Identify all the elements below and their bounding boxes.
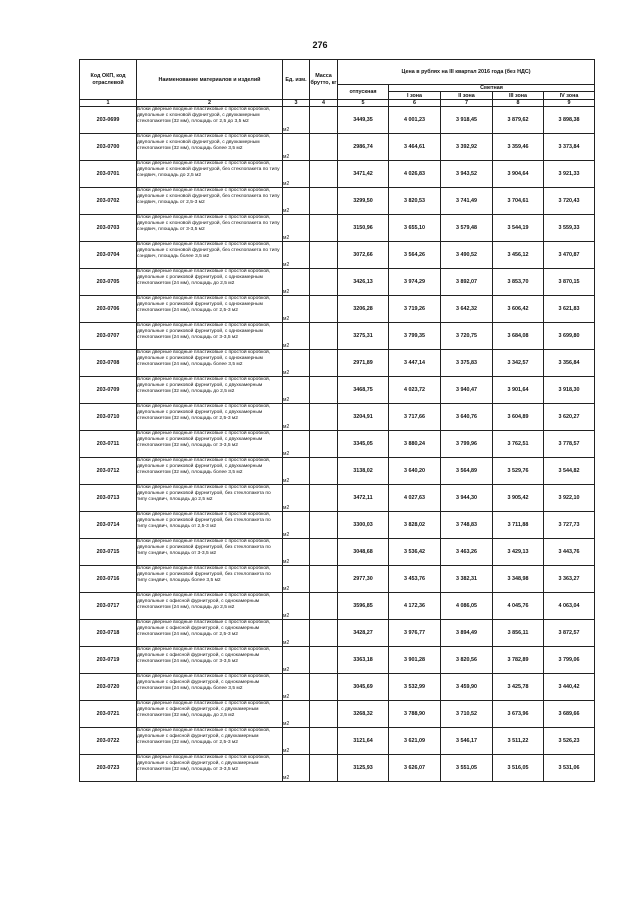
zone-3-price: 3 544,19 <box>493 215 544 242</box>
item-mass <box>310 377 338 404</box>
item-unit: м2 <box>283 377 310 404</box>
zone-2-price: 3 642,32 <box>441 296 493 323</box>
table-row <box>80 350 595 377</box>
zone-4-price: 3 440,42 <box>544 674 595 701</box>
zone-4-price: 3 918,30 <box>544 377 595 404</box>
item-code: 203-0705 <box>80 269 137 296</box>
zone-4-price: 3 872,57 <box>544 620 595 647</box>
item-mass <box>310 404 338 431</box>
table-row <box>80 539 595 566</box>
item-unit: м2 <box>283 566 310 593</box>
zone-1-price: 3 464,61 <box>389 134 441 161</box>
item-mass <box>310 458 338 485</box>
release-price: 3472,11 <box>338 485 389 512</box>
item-mass <box>310 188 338 215</box>
item-mass <box>310 161 338 188</box>
item-code: 203-0704 <box>80 242 137 269</box>
header-price-title: Цена в рублях на III квартал 2016 года (без НДС) <box>338 60 595 85</box>
zone-4-price: 3 620,27 <box>544 404 595 431</box>
item-name: Блоки дверные входные пластиковые с простой коробкой, двупольные с офисной фурнитурой, с однокамерным стеклопакетом (24 мм), площадь до 2,5 м2 <box>137 593 283 620</box>
zone-1-price: 3 788,90 <box>389 701 441 728</box>
table-row <box>80 404 595 431</box>
item-mass <box>310 539 338 566</box>
header-zone-2: II зона <box>441 92 493 100</box>
zone-3-price: 3 348,98 <box>493 566 544 593</box>
item-name: Блоки дверные входные пластиковые с простой коробкой, двупольные с офисной фурнитурой, с двухкамерным стеклопакетом (32 мм), площадь от 3-3,5 м2 <box>137 755 283 782</box>
zone-1-price: 3 820,53 <box>389 188 441 215</box>
column-number: 7 <box>441 100 493 107</box>
zone-2-price: 3 943,52 <box>441 161 493 188</box>
item-name: Блоки дверные входные пластиковые с простой коробкой, двупольные с клоновой фурнитурой, без стеклопакета по типу сэндвич, площадь более 3,5 м2 <box>137 242 283 269</box>
zone-2-price: 3 564,89 <box>441 458 493 485</box>
zone-1-price: 3 640,20 <box>389 458 441 485</box>
item-name: Блоки дверные входные пластиковые с простой коробкой, двупольные с офисной фурнитурой, с однокамерным стеклопакетом (24 мм), площадь от 3-3,5 м2 <box>137 647 283 674</box>
zone-1-price: 3 536,42 <box>389 539 441 566</box>
item-code: 203-0719 <box>80 647 137 674</box>
zone-4-price: 3 922,10 <box>544 485 595 512</box>
item-mass <box>310 485 338 512</box>
item-unit: м2 <box>283 215 310 242</box>
table-row <box>80 242 595 269</box>
zone-3-price: 3 853,70 <box>493 269 544 296</box>
zone-2-price: 3 490,52 <box>441 242 493 269</box>
zone-3-price: 3 511,22 <box>493 728 544 755</box>
header-name: Наименование материалов и изделий <box>137 60 283 100</box>
item-unit: м2 <box>283 485 310 512</box>
item-name: Блоки дверные входные пластиковые с простой коробкой, двупольные с роликовой фурнитурой, без стеклопакета по типу сэндвич, площадь до 2,5 м2 <box>137 485 283 512</box>
item-mass <box>310 593 338 620</box>
zone-3-price: 3 905,42 <box>493 485 544 512</box>
item-code: 203-0716 <box>80 566 137 593</box>
zone-2-price: 3 748,83 <box>441 512 493 539</box>
zone-1-price: 4 001,23 <box>389 107 441 134</box>
item-unit: м2 <box>283 296 310 323</box>
zone-1-price: 3 974,29 <box>389 269 441 296</box>
release-price: 3275,31 <box>338 323 389 350</box>
release-price: 3048,68 <box>338 539 389 566</box>
item-name: Блоки дверные входные пластиковые с простой коробкой, двупольные с роликовой фурнитурой, с однокамерным стеклопакетом (24 мм), площадь от 2,5-3 м2 <box>137 296 283 323</box>
zone-3-price: 3 606,42 <box>493 296 544 323</box>
table-row <box>80 134 595 161</box>
release-price: 3150,96 <box>338 215 389 242</box>
item-name: Блоки дверные входные пластиковые с простой коробкой, двупольные с роликовой фурнитурой, с двухкамерным стеклопакетом (32 мм), площадь от 2,5-3 м2 <box>137 404 283 431</box>
item-name: Блоки дверные входные пластиковые с простой коробкой, двупольные с офисной фурнитурой, с однокамерным стеклопакетом (24 мм), площадь более 3,5 м2 <box>137 674 283 701</box>
zone-3-price: 3 684,08 <box>493 323 544 350</box>
header-zone-3: III зона <box>493 92 544 100</box>
item-unit: м2 <box>283 269 310 296</box>
item-mass <box>310 134 338 161</box>
zone-2-price: 3 392,92 <box>441 134 493 161</box>
item-name: Блоки дверные входные пластиковые с простой коробкой, двупольные с роликовой фурнитурой, с однокамерным стеклопакетом (24 мм), площадь от 3-3,5 м2 <box>137 323 283 350</box>
item-unit: м2 <box>283 701 310 728</box>
item-code: 203-0709 <box>80 377 137 404</box>
zone-1-price: 3 880,24 <box>389 431 441 458</box>
item-unit: м2 <box>283 728 310 755</box>
zone-3-price: 3 673,96 <box>493 701 544 728</box>
zone-1-price: 3 621,09 <box>389 728 441 755</box>
item-code: 203-0702 <box>80 188 137 215</box>
zone-2-price: 4 086,05 <box>441 593 493 620</box>
zone-2-price: 3 894,49 <box>441 620 493 647</box>
release-price: 2986,74 <box>338 134 389 161</box>
zone-4-price: 3 699,80 <box>544 323 595 350</box>
table-row <box>80 701 595 728</box>
zone-4-price: 3 356,84 <box>544 350 595 377</box>
zone-4-price: 3 470,87 <box>544 242 595 269</box>
item-mass <box>310 701 338 728</box>
column-number-row <box>80 100 595 107</box>
zone-1-price: 3 447,14 <box>389 350 441 377</box>
zone-4-price: 3 778,57 <box>544 431 595 458</box>
item-name: Блоки дверные входные пластиковые с простой коробкой, двупольные с клоновой фурнитурой, без стеклопакета по типу сэндвич, площадь от 3-3,5 м2 <box>137 215 283 242</box>
release-price: 3204,91 <box>338 404 389 431</box>
item-unit: м2 <box>283 404 310 431</box>
zone-2-price: 3 892,07 <box>441 269 493 296</box>
item-mass <box>310 620 338 647</box>
item-name: Блоки дверные входные пластиковые с простой коробкой, двупольные с роликовой фурнитурой, с двухкамерным стеклопакетом (32 мм), площадь более 3,5 м2 <box>137 458 283 485</box>
zone-4-price: 3 363,27 <box>544 566 595 593</box>
zone-2-price: 3 799,96 <box>441 431 493 458</box>
zone-3-price: 3 342,57 <box>493 350 544 377</box>
zone-2-price: 3 579,48 <box>441 215 493 242</box>
zone-4-price: 3 727,73 <box>544 512 595 539</box>
column-number: 8 <box>493 100 544 107</box>
table-row <box>80 323 595 350</box>
table-row <box>80 161 595 188</box>
table-row <box>80 107 595 134</box>
zone-3-price: 3 456,12 <box>493 242 544 269</box>
table-row <box>80 269 595 296</box>
item-code: 203-0707 <box>80 323 137 350</box>
item-unit: м2 <box>283 134 310 161</box>
item-mass <box>310 296 338 323</box>
item-mass <box>310 674 338 701</box>
table-row <box>80 620 595 647</box>
item-name: Блоки дверные входные пластиковые с простой коробкой, двупольные с клоновой фурнитурой, с двухкамерным стеклопакетом (32 мм), площадь от 2,5 до 3,5 м2 <box>137 107 283 134</box>
item-name: Блоки дверные входные пластиковые с простой коробкой, двупольные с роликовой фурнитурой, без стеклопакета по типу сэндвич, площадь от 3-3,5 м2 <box>137 539 283 566</box>
zone-3-price: 3 711,88 <box>493 512 544 539</box>
header-zone-1: I зона <box>389 92 441 100</box>
table-row <box>80 593 595 620</box>
release-price: 3121,64 <box>338 728 389 755</box>
zone-1-price: 3 719,26 <box>389 296 441 323</box>
zone-3-price: 3 529,76 <box>493 458 544 485</box>
zone-2-price: 3 741,49 <box>441 188 493 215</box>
item-mass <box>310 512 338 539</box>
zone-4-price: 3 898,38 <box>544 107 595 134</box>
item-name: Блоки дверные входные пластиковые с простой коробкой, двупольные с роликовой фурнитурой, с однокамерным стеклопакетом (24 мм), площадь более 3,5 м2 <box>137 350 283 377</box>
item-code: 203-0717 <box>80 593 137 620</box>
table-body <box>80 107 595 782</box>
table-row <box>80 674 595 701</box>
zone-4-price: 3 720,43 <box>544 188 595 215</box>
item-unit: м2 <box>283 539 310 566</box>
zone-3-price: 4 045,76 <box>493 593 544 620</box>
item-name: Блоки дверные входные пластиковые с простой коробкой, двупольные с офисной фурнитурой, с двухкамерным стеклопакетом (32 мм), площадь до 2,5 м2 <box>137 701 283 728</box>
release-price: 3268,32 <box>338 701 389 728</box>
release-price: 3426,13 <box>338 269 389 296</box>
item-unit: м2 <box>283 431 310 458</box>
item-unit: м2 <box>283 755 310 782</box>
item-unit: м2 <box>283 242 310 269</box>
item-code: 203-0715 <box>80 539 137 566</box>
zone-1-price: 3 828,02 <box>389 512 441 539</box>
zone-2-price: 3 940,47 <box>441 377 493 404</box>
item-code: 203-0706 <box>80 296 137 323</box>
header-mass: Масса брутто, кг <box>310 60 338 100</box>
zone-1-price: 4 023,72 <box>389 377 441 404</box>
zone-4-price: 3 689,66 <box>544 701 595 728</box>
item-code: 203-0703 <box>80 215 137 242</box>
zone-1-price: 3 655,10 <box>389 215 441 242</box>
release-price: 3596,85 <box>338 593 389 620</box>
item-code: 203-0708 <box>80 350 137 377</box>
item-code: 203-0699 <box>80 107 137 134</box>
zone-1-price: 3 976,77 <box>389 620 441 647</box>
table-row <box>80 377 595 404</box>
column-number: 3 <box>283 100 310 107</box>
item-code: 203-0720 <box>80 674 137 701</box>
item-code: 203-0701 <box>80 161 137 188</box>
zone-1-price: 3 564,26 <box>389 242 441 269</box>
zone-1-price: 4 027,63 <box>389 485 441 512</box>
table-row <box>80 728 595 755</box>
release-price: 3300,03 <box>338 512 389 539</box>
item-mass <box>310 242 338 269</box>
release-price: 3045,69 <box>338 674 389 701</box>
zone-2-price: 3 710,52 <box>441 701 493 728</box>
zone-1-price: 3 717,66 <box>389 404 441 431</box>
item-mass <box>310 107 338 134</box>
item-mass <box>310 728 338 755</box>
item-code: 203-0714 <box>80 512 137 539</box>
item-code: 203-0700 <box>80 134 137 161</box>
zone-3-price: 3 901,64 <box>493 377 544 404</box>
column-number: 6 <box>389 100 441 107</box>
item-name: Блоки дверные входные пластиковые с простой коробкой, двупольные с клоновой фурнитурой, с двухкамерным стеклопакетом (32 мм), площадь более 3,5 м2 <box>137 134 283 161</box>
zone-3-price: 3 782,89 <box>493 647 544 674</box>
release-price: 2977,30 <box>338 566 389 593</box>
page-number: 276 <box>312 40 328 50</box>
item-unit: м2 <box>283 107 310 134</box>
item-unit: м2 <box>283 620 310 647</box>
release-price: 3345,05 <box>338 431 389 458</box>
header-estimate-price: Сметная <box>389 85 595 92</box>
item-name: Блоки дверные входные пластиковые с простой коробкой, двупольные с роликовой фурнитурой, с однокамерным стеклопакетом (24 мм), площадь до 2,5 м2 <box>137 269 283 296</box>
item-unit: м2 <box>283 350 310 377</box>
zone-3-price: 3 904,64 <box>493 161 544 188</box>
table-row <box>80 431 595 458</box>
item-name: Блоки дверные входные пластиковые с простой коробкой, двупольные с клоновой фурнитурой, без стеклопакета по типу сэндвич, площадь до 2,5 м2 <box>137 161 283 188</box>
table-row <box>80 647 595 674</box>
column-number: 2 <box>137 100 283 107</box>
column-number: 9 <box>544 100 595 107</box>
zone-1-price: 3 453,76 <box>389 566 441 593</box>
header-release-price: отпускная <box>338 85 389 100</box>
zone-3-price: 3 359,46 <box>493 134 544 161</box>
price-table <box>79 59 595 782</box>
release-price: 3449,35 <box>338 107 389 134</box>
item-code: 203-0721 <box>80 701 137 728</box>
item-name: Блоки дверные входные пластиковые с простой коробкой, двупольные с офисной фурнитурой, с однокамерным стеклопакетом (24 мм), площадь от 2,5-3 м2 <box>137 620 283 647</box>
zone-4-price: 3 870,15 <box>544 269 595 296</box>
zone-2-price: 3 459,90 <box>441 674 493 701</box>
zone-4-price: 3 526,23 <box>544 728 595 755</box>
zone-1-price: 3 532,99 <box>389 674 441 701</box>
item-name: Блоки дверные входные пластиковые с простой коробкой, двупольные с роликовой фурнитурой, с двухкамерным стеклопакетом (32 мм), площадь от 3-3,5 м2 <box>137 431 283 458</box>
table-row <box>80 458 595 485</box>
zone-2-price: 3 918,45 <box>441 107 493 134</box>
zone-2-price: 3 551,05 <box>441 755 493 782</box>
zone-2-price: 3 546,17 <box>441 728 493 755</box>
item-unit: м2 <box>283 458 310 485</box>
zone-1-price: 3 901,28 <box>389 647 441 674</box>
item-mass <box>310 566 338 593</box>
zone-2-price: 3 820,56 <box>441 647 493 674</box>
zone-2-price: 3 375,83 <box>441 350 493 377</box>
item-mass <box>310 269 338 296</box>
release-price: 3468,75 <box>338 377 389 404</box>
release-price: 3299,50 <box>338 188 389 215</box>
release-price: 3206,28 <box>338 296 389 323</box>
item-code: 203-0711 <box>80 431 137 458</box>
item-code: 203-0722 <box>80 728 137 755</box>
item-unit: м2 <box>283 647 310 674</box>
item-unit: м2 <box>283 188 310 215</box>
item-unit: м2 <box>283 323 310 350</box>
zone-2-price: 3 720,75 <box>441 323 493 350</box>
zone-3-price: 3 516,05 <box>493 755 544 782</box>
zone-3-price: 3 879,62 <box>493 107 544 134</box>
zone-3-price: 3 704,61 <box>493 188 544 215</box>
item-unit: м2 <box>283 161 310 188</box>
item-name: Блоки дверные входные пластиковые с простой коробкой, двупольные с роликовой фурнитурой, без стеклопакета по типу сэндвич, площадь от 2,5-3 м2 <box>137 512 283 539</box>
item-unit: м2 <box>283 593 310 620</box>
item-unit: м2 <box>283 512 310 539</box>
release-price: 3072,66 <box>338 242 389 269</box>
item-mass <box>310 755 338 782</box>
release-price: 3138,02 <box>338 458 389 485</box>
zone-4-price: 3 921,33 <box>544 161 595 188</box>
item-mass <box>310 431 338 458</box>
item-name: Блоки дверные входные пластиковые с простой коробкой, двупольные с роликовой фурнитурой, без стеклопакета по типу сэндвич, площадь более 3,5 м2 <box>137 566 283 593</box>
zone-4-price: 3 799,06 <box>544 647 595 674</box>
column-number: 1 <box>80 100 137 107</box>
zone-3-price: 3 429,13 <box>493 539 544 566</box>
item-unit: м2 <box>283 674 310 701</box>
zone-4-price: 3 544,82 <box>544 458 595 485</box>
column-number: 4 <box>310 100 338 107</box>
release-price: 3428,27 <box>338 620 389 647</box>
column-number: 5 <box>338 100 389 107</box>
item-code: 203-0713 <box>80 485 137 512</box>
zone-4-price: 3 559,33 <box>544 215 595 242</box>
item-mass <box>310 647 338 674</box>
zone-1-price: 3 626,07 <box>389 755 441 782</box>
table-row <box>80 296 595 323</box>
zone-3-price: 3 762,51 <box>493 431 544 458</box>
item-mass <box>310 215 338 242</box>
zone-3-price: 3 856,11 <box>493 620 544 647</box>
table-row <box>80 566 595 593</box>
zone-3-price: 3 604,89 <box>493 404 544 431</box>
item-code: 203-0712 <box>80 458 137 485</box>
header-code: Код ОКП, код отраслевой <box>80 60 137 100</box>
release-price: 3125,93 <box>338 755 389 782</box>
item-name: Блоки дверные входные пластиковые с простой коробкой, двупольные с офисной фурнитурой, с двухкамерным стеклопакетом (32 мм), площадь от 2,5-3 м2 <box>137 728 283 755</box>
header-unit: Ед. изм. <box>283 60 310 100</box>
item-name: Блоки дверные входные пластиковые с простой коробкой, двупольные с роликовой фурнитурой, с двухкамерным стеклопакетом (32 мм), площадь до 2,5 м2 <box>137 377 283 404</box>
zone-3-price: 3 425,78 <box>493 674 544 701</box>
table-row <box>80 512 595 539</box>
table-row <box>80 755 595 782</box>
zone-4-price: 3 621,83 <box>544 296 595 323</box>
item-code: 203-0723 <box>80 755 137 782</box>
item-code: 203-0710 <box>80 404 137 431</box>
zone-2-price: 3 382,31 <box>441 566 493 593</box>
zone-4-price: 4 063,04 <box>544 593 595 620</box>
table-row <box>80 485 595 512</box>
release-price: 2971,89 <box>338 350 389 377</box>
zone-2-price: 3 944,30 <box>441 485 493 512</box>
item-mass <box>310 350 338 377</box>
release-price: 3363,18 <box>338 647 389 674</box>
zone-4-price: 3 531,06 <box>544 755 595 782</box>
item-mass <box>310 323 338 350</box>
zone-2-price: 3 463,26 <box>441 539 493 566</box>
table-row <box>80 215 595 242</box>
header-zone-4: IV зона <box>544 92 595 100</box>
zone-2-price: 3 640,76 <box>441 404 493 431</box>
zone-4-price: 3 373,84 <box>544 134 595 161</box>
zone-1-price: 4 026,83 <box>389 161 441 188</box>
item-code: 203-0718 <box>80 620 137 647</box>
zone-1-price: 3 799,35 <box>389 323 441 350</box>
table-row <box>80 188 595 215</box>
zone-1-price: 4 172,36 <box>389 593 441 620</box>
item-name: Блоки дверные входные пластиковые с простой коробкой, двупольные с клоновой фурнитурой, без стеклопакета по типу сэндвич, площадь от 2,5-3 м2 <box>137 188 283 215</box>
zone-4-price: 3 443,76 <box>544 539 595 566</box>
release-price: 3471,42 <box>338 161 389 188</box>
